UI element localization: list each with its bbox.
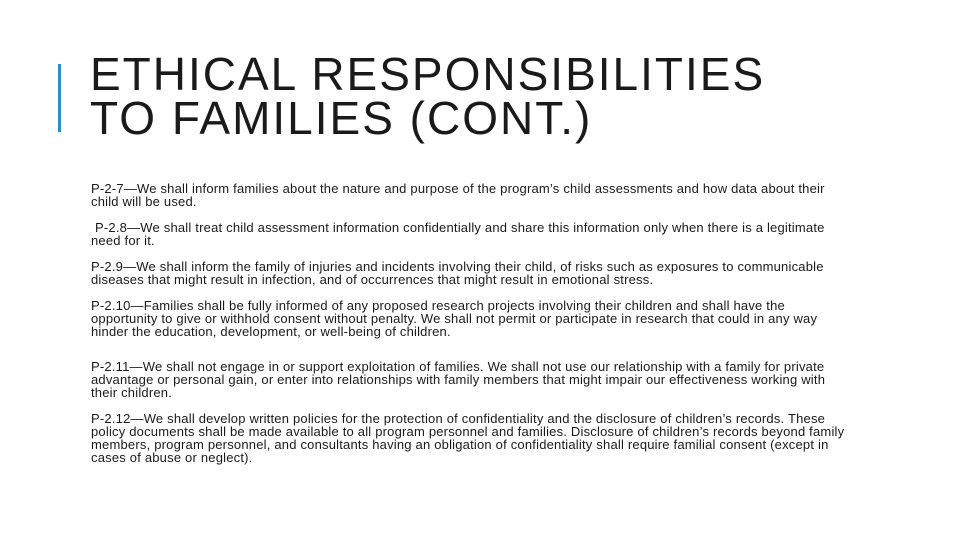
paragraph-p-2-12: P-2.12—We shall develop written policies for the protection of confidentiality and the disclosure of children’s records. These policy documents shall be made available to all program personnel and families. Disclosure of children’s records beyond family members, program personnel, and consultants having an obligation of confidentiality shall require familial consent (except in cases of abuse or neglect). <box>91 411 845 465</box>
slide-title-line-2: TO FAMILIES (CONT.) <box>90 92 593 144</box>
slide-body <box>91 182 851 464</box>
title-accent-bar <box>58 64 61 132</box>
paragraph-p-2-10: P-2.10—Families shall be fully informed of any proposed research projects involving their children and shall have the opportunity to give or withhold consent without penalty. We shall not permit or participate in research that could in any way hinder the education, development, or well-being of children. <box>91 298 818 339</box>
paragraph-p-2-7: P-2-7—We shall inform families about the nature and purpose of the program’s child assessments and how data about their child will be used. <box>91 181 825 209</box>
slide-title <box>90 48 930 144</box>
paragraph-p-2-9: P-2.9—We shall inform the family of injuries and incidents involving their child, of risks such as exposures to communicable diseases that might result in infection, and of occurrences that might result in emotional stress. <box>91 259 824 287</box>
paragraph-p-2-8: P-2.8—We shall treat child assessment information confidentially and share this information only when there is a legitimate need for it. <box>91 220 825 248</box>
slide-title-line-1: ETHICAL RESPONSIBILITIES <box>90 48 766 100</box>
paragraph-p-2-11: P-2.11—We shall not engage in or support exploitation of families. We shall not use our relationship with a family for private advantage or personal gain, or enter into relationships with family members that might impair our effectiveness working with their children. <box>91 359 826 400</box>
